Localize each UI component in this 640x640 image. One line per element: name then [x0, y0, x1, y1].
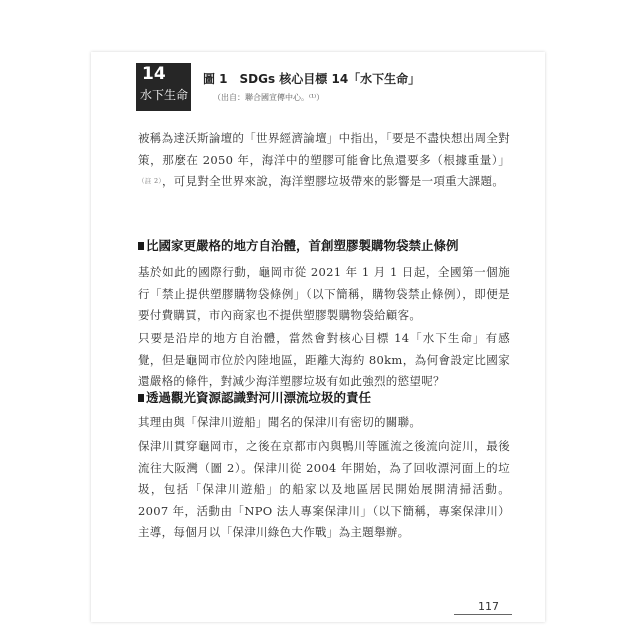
- section-heading-1: [138, 236, 459, 254]
- figure-title: 圖 1 SDGs 核心目標 14「水下生命」: [203, 72, 421, 86]
- chapter-number: 14: [142, 64, 166, 84]
- intro-paragraph: [138, 128, 510, 193]
- page-number-rule: [454, 614, 512, 615]
- section2-paragraph-1: 其理由與「保津川遊船」聞名的保津川有密切的關聯。: [138, 415, 422, 429]
- section1-paragraph-2: 只要是沿岸的地方自治體，當然會對核心目標 14「水下生命」有感覺，但是龜岡市位於內陸地區，距離大海約 80km，為何會設定比國家還嚴格的條件，對減少海洋塑膠垃圾有如此強烈的慾望呢？: [138, 331, 510, 388]
- bullet-square-icon: [138, 394, 144, 402]
- section-heading-1-text: 比國家更嚴格的地方自治體，首創塑膠製購物袋禁止條例: [146, 238, 459, 253]
- intro-text-after: ，可見對全世界來說，海洋塑膠垃圾帶來的影響是一項重大課題。: [161, 174, 505, 188]
- figure-source: （出自：聯合國宣傳中心。⁽¹⁾）: [213, 93, 325, 102]
- intro-text-before: 被稱為達沃斯論壇的「世界經濟論壇」中指出，「要是不盡快想出周全對策，那麼在 2050 年，海洋中的塑膠可能會比魚還要多（根據重量）」: [138, 131, 510, 167]
- page-number: 117: [478, 600, 499, 613]
- section-heading-2: [138, 388, 371, 406]
- section1-paragraph-1: 基於如此的國際行動，龜岡市從 2021 年 1 月 1 日起，全國第一個施行「禁止提供塑膠購物袋條例」（以下簡稱，購物袋禁止條例），即便是要付費購買，市內商家也不提供塑膠製購物袋給顧客。: [138, 265, 510, 322]
- section-heading-2-text: 透過觀光資源認識對河川漂流垃圾的責任: [146, 390, 372, 405]
- chapter-label: 水下生命: [140, 88, 189, 102]
- section2-paragraph-2: 保津川貫穿龜岡市，之後在京都市內與鴨川等匯流之後流向淀川，最後流往大阪灣（圖 2）。保津川從 2004 年開始，為了回收漂河面上的垃圾，包括「保津川遊船」的船家以及地區居民開始展開清掃活動。2007 年，活動由「NPO 法人專案保津川」（以下簡稱，專案保津川）主導，每個月以「保津川綠色大作戰」為主題舉辦。: [138, 439, 510, 539]
- footnote-ref: （註 2）: [138, 177, 162, 185]
- bullet-square-icon: [138, 242, 144, 250]
- chapter-badge: [136, 63, 191, 111]
